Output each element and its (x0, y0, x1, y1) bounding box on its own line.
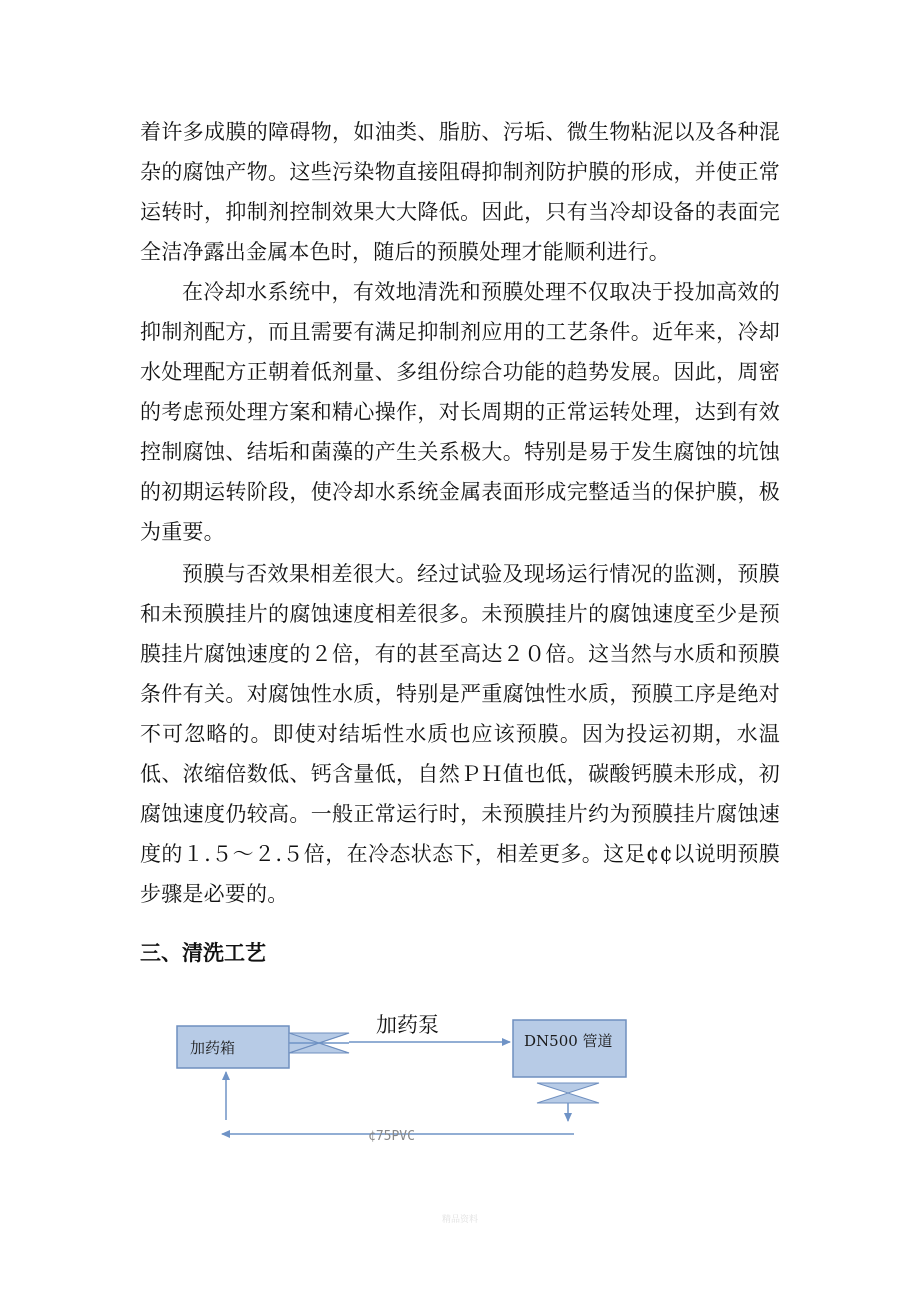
dosing-tank-label: 加药箱 (190, 1039, 236, 1057)
return-pipe-label: ¢75PVC (368, 1129, 415, 1144)
dosing-tank-box (177, 1026, 289, 1068)
pipeline-label: DN500 管道 (524, 1032, 613, 1050)
footer-watermark: 精品资料 (441, 1215, 478, 1225)
paragraph-1 (140, 112, 780, 272)
outlet-valve-icon (537, 1083, 599, 1103)
pipeline-box (513, 1020, 626, 1077)
paragraph-3 (140, 554, 780, 914)
dosing-pump-label: 加药泵 (376, 1013, 439, 1037)
pump-valve-icon (289, 1033, 349, 1053)
section-heading: 三、清洗工艺 (140, 940, 266, 965)
paragraph-2 (140, 272, 780, 552)
paragraph-3-text: 预膜与否效果相差很大。经过试验及现场运行情况的监测，预膜和未预膜挂片的腐蚀速度相差很多。未预膜挂片的腐蚀速度至少是预膜挂片腐蚀速度的２倍，有的甚至高达２０倍。这当然与水质和预膜条件有关。对腐蚀性水质，特别是严重腐蚀性水质，预膜工序是绝对不可忽略的。即使对结垢性水质也应该预膜。因为投运初期，水温低、浓缩倍数低、钙含量低，自然ＰＨ值也低，碳酸钙膜未形成，初腐蚀速度仍较高。一般正常运行时，未预膜挂片约为预膜挂片腐蚀速度的１.５～２.５倍，在冷态状态下，相差更多。这足¢¢以说明预膜步骤是必要的。 (140, 562, 780, 906)
paragraph-2-text: 在冷却水系统中，有效地清洗和预膜处理不仅取决于投加高效的抑制剂配方，而且需要有满足抑制剂应用的工艺条件。近年来，冷却水处理配方正朝着低剂量、多组份综合功能的趋势发展。因此，周密的考虑预处理方案和精心操作，对长周期的正常运转处理，达到有效控制腐蚀、结垢和菌藻的产生关系极大。特别是易于发生腐蚀的坑蚀的初期运转阶段，使冷却水系统金属表面形成完整适当的保护膜，极为重要。 (140, 280, 780, 544)
paragraph-1-text: 着许多成膜的障碍物，如油类、脂肪、污垢、微生物粘泥以及各种混杂的腐蚀产物。这些污染物直接阻碍抑制剂防护膜的形成，并使正常运转时，抑制剂控制效果大大降低。因此，只有当冷却设备的表面完全洁净露出金属本色时，随后的预膜处理才能顺利进行。 (140, 120, 780, 264)
cleaning-process-diagram (0, 990, 920, 1170)
